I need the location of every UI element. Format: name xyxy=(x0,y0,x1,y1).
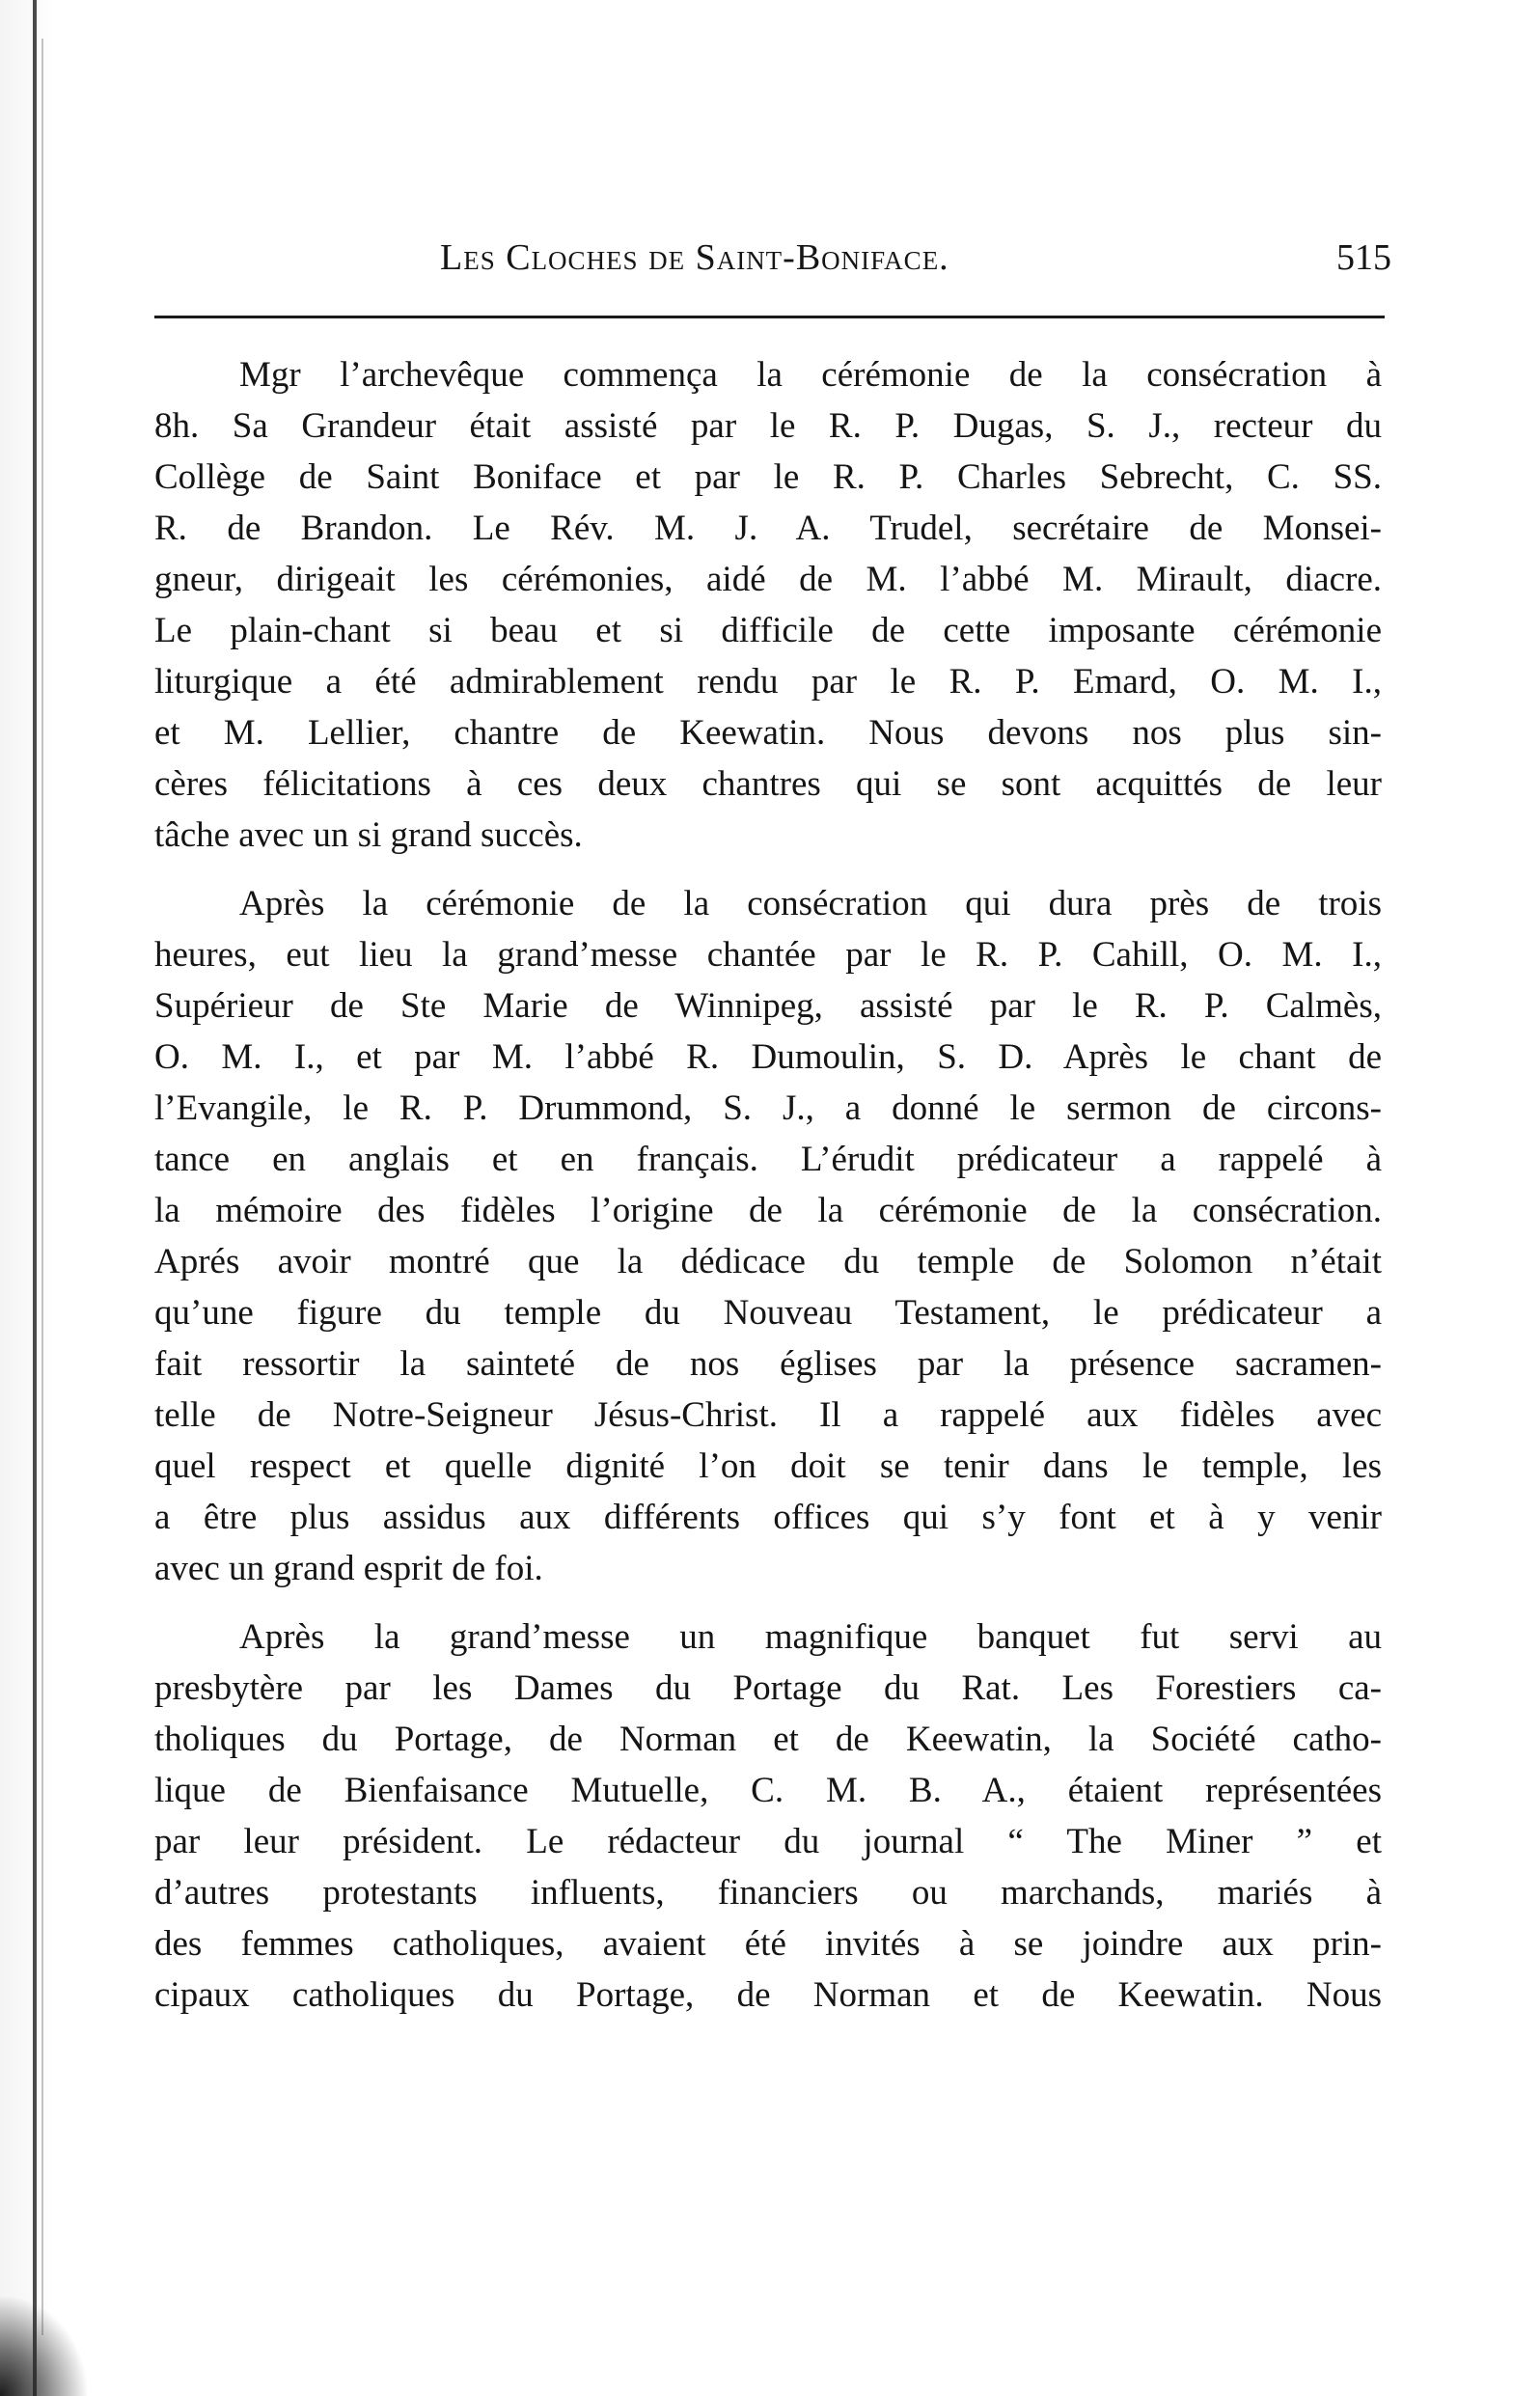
text-line: Supérieur de Ste Marie de Winnipeg, assisté par le R. P. Calmès, xyxy=(154,986,1382,1026)
text-line: O. M. I., et par M. l’abbé R. Dumoulin, S. D. Après le chant de xyxy=(154,1037,1382,1077)
text-line: heures, eut lieu la grand’messe chantée par le R. P. Cahill, O. M. I., xyxy=(154,935,1382,975)
text-line: avec un grand esprit de foi. xyxy=(154,1549,543,1588)
text-line: Mgr l’archevêque commença la cérémonie de la consécration à xyxy=(239,355,1382,395)
text-line: Après la cérémonie de la consécration qui dura près de trois xyxy=(239,884,1382,923)
scan-binding-line xyxy=(33,0,37,2396)
text-line: cères félicitations à ces deux chantres qui se sont acquittés de leur xyxy=(154,764,1382,804)
text-line: et M. Lellier, chantre de Keewatin. Nous devons nos plus sin- xyxy=(154,713,1382,753)
scan-corner-shadow xyxy=(0,2297,87,2396)
header-rule xyxy=(154,316,1385,318)
text-line: 8h. Sa Grandeur était assisté par le R. P. Dugas, S. J., recteur du xyxy=(154,406,1382,446)
running-title: Les Cloches de Saint-Boniface. xyxy=(440,237,949,278)
text-line: d’autres protestants influents, financiers ou marchands, mariés à xyxy=(154,1873,1382,1913)
text-line: telle de Notre-Seigneur Jésus-Christ. Il a rappelé aux fidèles avec xyxy=(154,1395,1382,1435)
text-line: la mémoire des fidèles l’origine de la cérémonie de la consécration. xyxy=(154,1191,1382,1230)
text-line: fait ressortir la sainteté de nos églises par la présence sacramen- xyxy=(154,1344,1382,1384)
page-number: 515 xyxy=(1336,237,1391,278)
body-text xyxy=(154,349,1382,2038)
paragraph xyxy=(154,349,1382,861)
paragraph xyxy=(154,878,1382,1594)
text-line: des femmes catholiques, avaient été invités à se joindre aux prin- xyxy=(154,1924,1382,1964)
text-line: lique de Bienfaisance Mutuelle, C. M. B. A., étaient représentées xyxy=(154,1771,1382,1810)
text-line: Aprés avoir montré que la dédicace du temple de Solomon n’était xyxy=(154,1242,1382,1281)
text-line: presbytère par les Dames du Portage du Rat. Les Forestiers ca- xyxy=(154,1668,1382,1708)
scan-binding-edge xyxy=(0,0,56,2396)
text-line: gneur, dirigeait les cérémonies, aidé de M. l’abbé M. Mirault, diacre. xyxy=(154,560,1382,599)
text-line: tance en anglais et en français. L’érudit prédicateur a rappelé à xyxy=(154,1140,1382,1179)
scan-binding-shadow xyxy=(41,39,43,2335)
text-line: quel respect et quelle dignité l’on doit se tenir dans le temple, les xyxy=(154,1446,1382,1486)
text-line: qu’une figure du temple du Nouveau Testament, le prédicateur a xyxy=(154,1293,1382,1333)
text-line: cipaux catholiques du Portage, de Norman et de Keewatin. Nous xyxy=(154,1975,1382,2015)
text-line: l’Evangile, le R. P. Drummond, S. J., a donné le sermon de circons- xyxy=(154,1088,1382,1128)
text-line: a être plus assidus aux différents offices qui s’y font et à y venir xyxy=(154,1498,1382,1537)
text-line: R. de Brandon. Le Rév. M. J. A. Trudel, secrétaire de Monsei- xyxy=(154,509,1382,548)
text-line: tâche avec un si grand succès. xyxy=(154,815,583,855)
running-head xyxy=(145,236,1399,294)
text-line: Collège de Saint Boniface et par le R. P. Charles Sebrecht, C. SS. xyxy=(154,457,1382,497)
text-line: Après la grand’messe un magnifique banquet fut servi au xyxy=(239,1617,1382,1657)
text-line: liturgique a été admirablement rendu par le R. P. Emard, O. M. I., xyxy=(154,662,1382,702)
text-line: Le plain-chant si beau et si difficile de cette imposante cérémonie xyxy=(154,611,1382,650)
text-line: par leur président. Le rédacteur du journal “ The Miner ” et xyxy=(154,1822,1382,1861)
paragraph xyxy=(154,1611,1382,2021)
text-line: tholiques du Portage, de Norman et de Keewatin, la Société catho- xyxy=(154,1720,1382,1759)
